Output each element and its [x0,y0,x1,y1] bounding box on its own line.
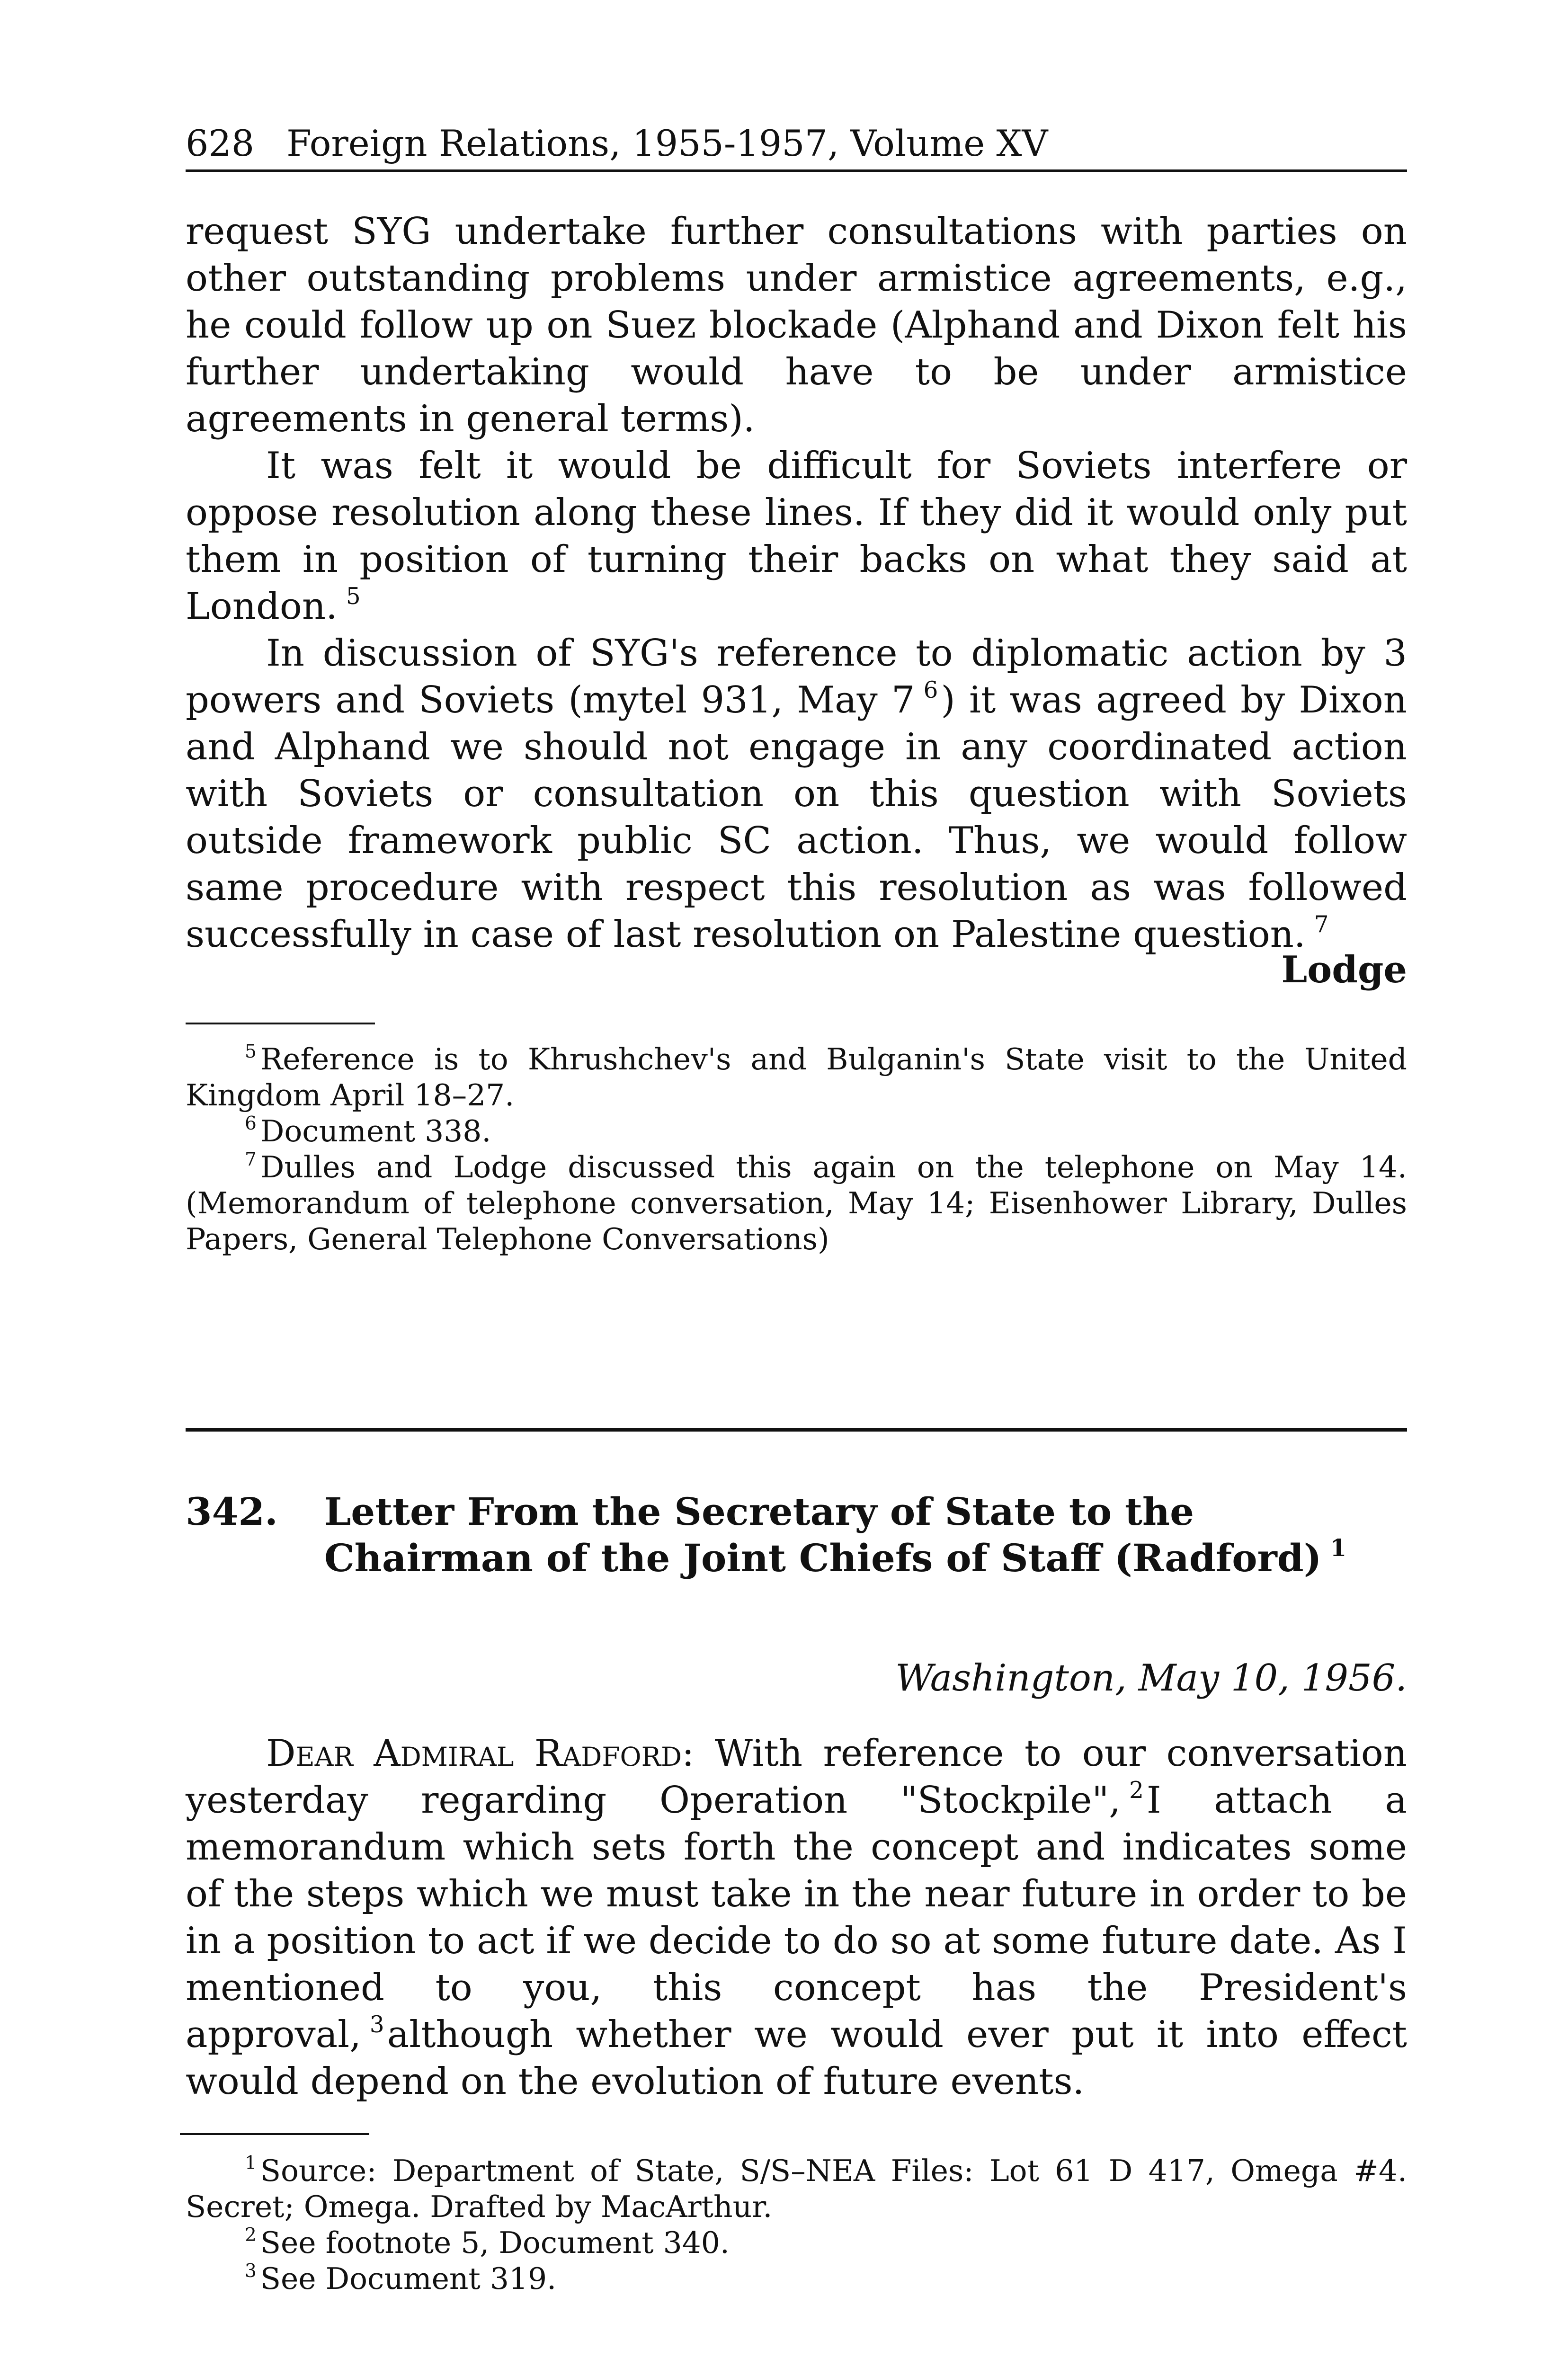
footnote: $^5$ Reference is to Khrushchev's and Bulganin's State visit to the United Kingdom April 18–27. [186,1041,1407,1112]
body-paragraph: It was felt it would be difficult for Soviets interfere or oppose resolution along these lines. If they did it would only put them in position of turning their backs on what they said at London. $^5$ [186,445,1407,628]
footnote: $^3$ See Document 319. [245,2260,557,2296]
body-paragraph: In discussion of SYG's reference to diplomatic action by 3 powers and Soviets (mytel 931, May 7 $^6$) it was agreed by Dixon and Alphand we should not engage in any coordinated action with Soviets or consultation on this question with Soviets outside framework public SC action. Thus, we would follow same procedure with respect this resolution as was followed successfully in case of last resolution on Palestine question. $^7$ [186,632,1407,956]
footnote-ref: 1 [1330,1533,1347,1562]
footnote-ref: 7 [1314,911,1329,938]
letter-footnotes [186,2153,1407,2297]
signature: Lodge [1281,948,1407,991]
footnote: $^2$ See footnote 5, Document 340. [245,2224,730,2260]
page-number: 628 [186,122,255,164]
letter-body [186,1730,1407,2105]
body-paragraph: request SYG undertake further consultations with parties on other outstanding problems under armistice agreements, e.g., he could follow up on Suez blockade (Alphand and Dixon felt his further undertaking would have to be under armistice agreements in general terms). [186,210,1407,440]
footnote-rule [186,1023,375,1024]
document-number: 342. [186,1489,278,1534]
running-header [186,117,1407,172]
footnote: $^7$ Dulles and Lodge discussed this again on the telephone on May 14. (Memorandum of telephone conversation, May 14; Eisenhower Library, Dulles Papers, General Telephone Conversations) [186,1148,1407,1256]
document-title: Letter From the Secretary of State to the Chairman of the Joint Chiefs of Staff (Radford) $^1$ [324,1489,1347,1580]
body-paragraph: Dear Admiral Radford: With reference to our conversation yesterday regarding Operation "Stockpile", $^2$I attach a memorandum which sets forth the concept and indicates some of the steps which we must take in the near future in order to be in a position to act if we decide to do so at some future date. As I mentioned to you, this concept has the President's approval, $^3$although whether we would ever put it into effect would depend on the evolution of future events. [186,1732,1408,2103]
dateline: Washington, May 10, 1956. [895,1657,1407,1700]
footnote-ref: 2 [1129,1777,1144,1804]
footnote-ref: 6 [923,676,938,703]
section-divider [186,1428,1407,1432]
footnote-ref: 3 [369,2011,384,2038]
running-title: Foreign Relations, 1955-1957, Volume XV [286,122,1048,164]
prior-document-body [186,208,1407,958]
footnote: $^1$ Source: Department of State, S/S–NEA Files: Lot 61 D 417, Omega #4. Secret; Omega. Drafted by MacArthur. [186,2152,1407,2224]
footnote: $^6$ Document 338. [245,1112,491,1148]
footnote-ref: 5 [346,583,361,610]
footnote-rule [180,2133,369,2135]
prior-document-footnotes [186,1041,1407,1257]
salutation: Dear Admiral Radford: [266,1732,695,1775]
